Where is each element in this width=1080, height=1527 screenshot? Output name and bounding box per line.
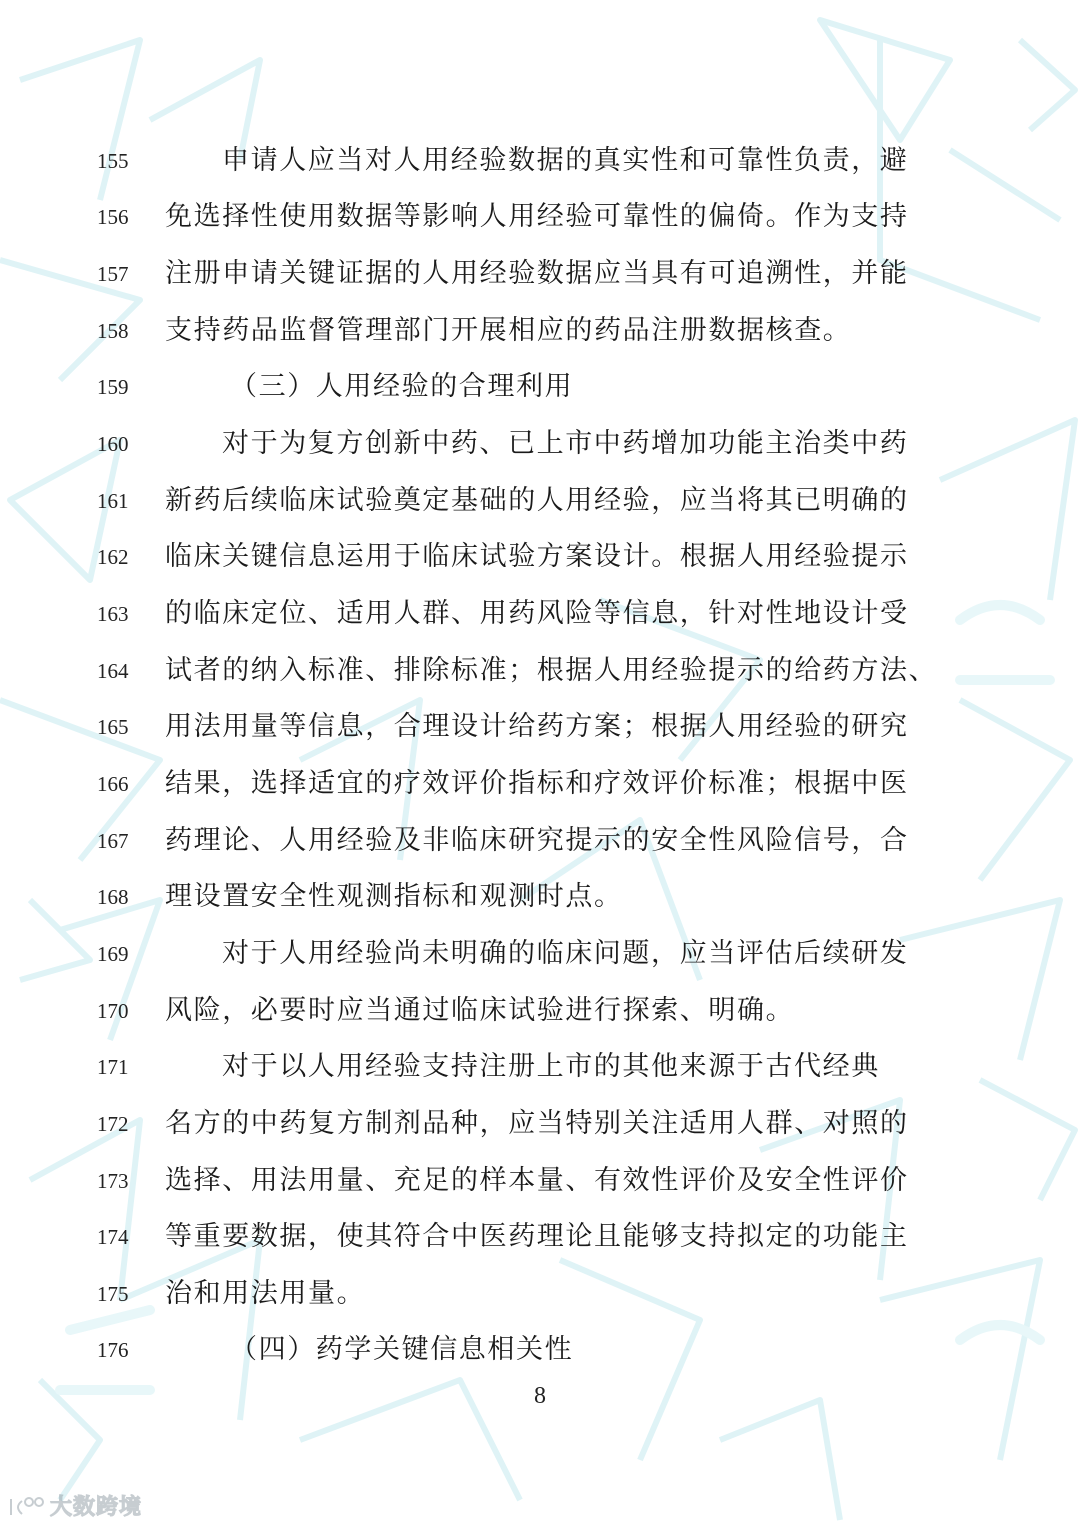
paragraph-text: 治和用法用量。 (165, 1278, 366, 1309)
document-line (0, 1161, 1080, 1201)
document-line (0, 367, 1080, 407)
document-line (0, 141, 1080, 181)
line-number: 173 (97, 1169, 129, 1193)
document-line (0, 594, 1080, 634)
document-line (0, 707, 1080, 747)
line-number: 168 (97, 885, 129, 909)
line-number: 162 (97, 545, 129, 569)
line-number: 156 (97, 205, 129, 229)
document-line (0, 254, 1080, 294)
paragraph-text: 理设置安全性观测指标和观测时点。 (165, 881, 623, 912)
document-line (0, 651, 1080, 691)
paragraph-text: 注册申请关键证据的人用经验数据应当具有可追溯性，并能 (165, 258, 909, 289)
line-number: 159 (97, 375, 129, 399)
paragraph-text: 等重要数据，使其符合中医药理论且能够支持拟定的功能主 (165, 1221, 909, 1252)
document-line (0, 1047, 1080, 1087)
document-line (0, 934, 1080, 974)
paragraph-text: 试者的纳入标准、排除标准；根据人用经验提示的给药方法、 (165, 655, 938, 686)
document-line (0, 1330, 1080, 1370)
document-line (0, 481, 1080, 521)
document-line (0, 1217, 1080, 1257)
paragraph-text: 风险，必要时应当通过临床试验进行探索、明确。 (165, 995, 795, 1026)
paragraph-text: 支持药品监督管理部门开展相应的药品注册数据核查。 (165, 315, 852, 346)
document-line (0, 424, 1080, 464)
paragraph-text: 名方的中药复方制剂品种，应当特别关注适用人群、对照的 (165, 1108, 909, 1139)
document-line (0, 821, 1080, 861)
paragraph-text: 对于人用经验尚未明确的临床问题，应当评估后续研发 (222, 938, 909, 969)
line-number: 157 (97, 262, 129, 286)
paragraph-text: 选择、用法用量、充足的样本量、有效性评价及安全性评价 (165, 1165, 909, 1196)
line-number: 166 (97, 772, 129, 796)
document-line (0, 1104, 1080, 1144)
section-heading: （四）药学关键信息相关性 (230, 1334, 574, 1365)
document-line (0, 1274, 1080, 1314)
paragraph-text: 申请人应当对人用经验数据的真实性和可靠性负责，避 (222, 145, 909, 176)
paragraph-text: 免选择性使用数据等影响人用经验可靠性的偏倚。作为支持 (165, 201, 909, 232)
paragraph-text: 对于为复方创新中药、已上市中药增加功能主治类中药 (222, 428, 909, 459)
line-number: 160 (97, 432, 129, 456)
paragraph-text: 药理论、人用经验及非临床研究提示的安全性风险信号，合 (165, 825, 909, 856)
document-line (0, 197, 1080, 237)
page-number: 8 (534, 1383, 546, 1409)
paragraph-text: 临床关键信息运用于临床试验方案设计。根据人用经验提示 (165, 541, 909, 572)
paragraph-text: 对于以人用经验支持注册上市的其他来源于古代经典 (222, 1051, 880, 1082)
document-line (0, 537, 1080, 577)
paragraph-text: 的临床定位、适用人群、用药风险等信息，针对性地设计受 (165, 598, 909, 629)
line-number: 175 (97, 1282, 129, 1306)
brand-name: 大数跨境 (50, 1495, 143, 1520)
line-number: 169 (97, 942, 129, 966)
line-number: 165 (97, 715, 129, 739)
brand-watermark (8, 1490, 142, 1521)
paragraph-text: 用法用量等信息，合理设计给药方案；根据人用经验的研究 (165, 711, 909, 742)
line-number: 164 (97, 659, 129, 683)
koo-logo-icon (8, 1495, 46, 1517)
line-number: 174 (97, 1225, 129, 1249)
document-line (0, 991, 1080, 1031)
line-number: 172 (97, 1112, 129, 1136)
line-number: 176 (97, 1338, 129, 1362)
line-number: 161 (97, 489, 129, 513)
line-number: 171 (97, 1055, 129, 1079)
document-line (0, 311, 1080, 351)
line-number: 163 (97, 602, 129, 626)
line-number: 155 (97, 149, 129, 173)
document-line (0, 877, 1080, 917)
document-line (0, 764, 1080, 804)
paragraph-text: 结果，选择适宜的疗效评价指标和疗效评价标准；根据中医 (165, 768, 909, 799)
paragraph-text: 新药后续临床试验奠定基础的人用经验，应当将其已明确的 (165, 485, 909, 516)
section-heading: （三）人用经验的合理利用 (230, 371, 574, 402)
line-number: 170 (97, 999, 129, 1023)
line-number: 167 (97, 829, 129, 853)
line-number: 158 (97, 319, 129, 343)
